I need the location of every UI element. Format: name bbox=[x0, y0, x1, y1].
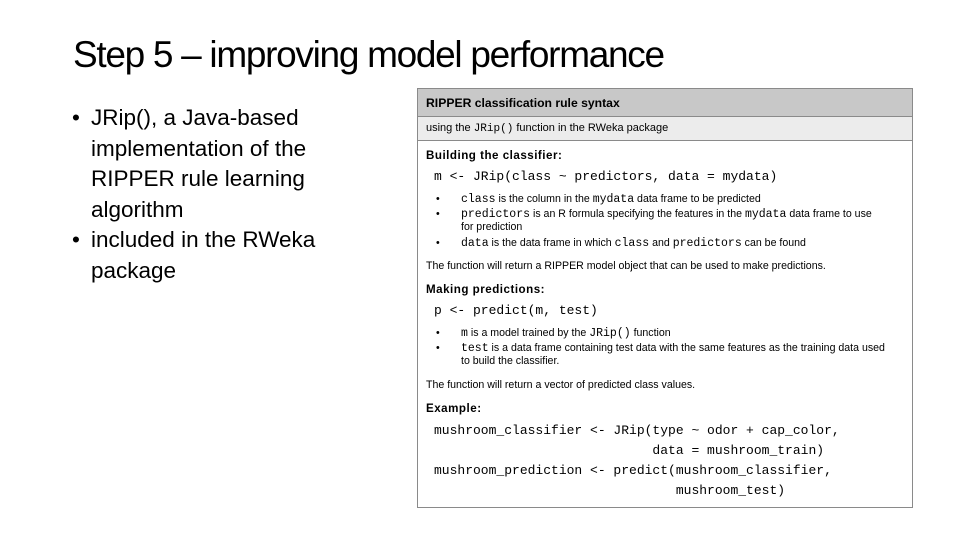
bullet-dot: • bbox=[436, 193, 440, 205]
item-code: class bbox=[614, 237, 650, 250]
code-line: mushroom_prediction <- predict(mushroom_classifier, bbox=[434, 463, 832, 478]
subheader-text: package bbox=[623, 122, 669, 134]
box-subheader bbox=[418, 117, 912, 141]
item-code: predictors bbox=[461, 208, 531, 221]
item-text: function bbox=[630, 327, 671, 339]
code-predictions: p <- predict(m, test) bbox=[434, 303, 598, 318]
predictions-note: The function will return a vector of predicted class values. bbox=[426, 379, 696, 391]
item-text: is a model trained by the bbox=[467, 327, 590, 339]
bullet-dot: • bbox=[436, 342, 440, 354]
bullet-dot: • bbox=[72, 105, 80, 130]
item-text: and bbox=[649, 237, 673, 249]
item-text: can be found bbox=[741, 237, 806, 249]
item-text: data frame to be predicted bbox=[634, 193, 761, 205]
syntax-box bbox=[417, 88, 913, 508]
bullet-dot: • bbox=[436, 208, 440, 220]
subheader-package: RWeka bbox=[587, 122, 624, 134]
item-text: is a data frame containing test data with the same features as the training data used to build the classifier. bbox=[461, 342, 885, 367]
item-code: mydata bbox=[592, 193, 635, 206]
bullet-text: JRip(), a Java-based implementation of the RIPPER rule learning algorithm bbox=[91, 105, 307, 222]
list-item bbox=[436, 193, 896, 206]
subheader-text: function in the bbox=[513, 122, 588, 134]
item-code: class bbox=[461, 193, 496, 206]
item-text: is the data frame in which bbox=[488, 237, 615, 249]
section-title-example: Example: bbox=[426, 402, 482, 415]
box-header: RIPPER classification rule syntax bbox=[418, 89, 912, 117]
bullet-text: included in the RWeka package bbox=[91, 227, 316, 283]
bullet-dot: • bbox=[436, 237, 440, 249]
subheader-code: JRip() bbox=[473, 123, 514, 135]
code-line: mushroom_test) bbox=[434, 483, 786, 498]
code-building: m <- JRip(class ~ predictors, data = mydata) bbox=[434, 169, 778, 184]
bullet-dot: • bbox=[72, 227, 80, 252]
list-item bbox=[436, 208, 896, 234]
bullet-item bbox=[72, 225, 372, 286]
list-item bbox=[436, 327, 896, 340]
item-code: predictors bbox=[672, 237, 742, 250]
bullet-dot: • bbox=[436, 327, 440, 339]
code-line: data = mushroom_train) bbox=[434, 443, 825, 458]
item-code: mydata bbox=[744, 208, 787, 221]
bullet-list bbox=[72, 103, 372, 286]
bullet-item bbox=[72, 103, 372, 225]
item-code: test bbox=[461, 342, 489, 355]
slide-title: Step 5 – improving model performance bbox=[73, 34, 664, 75]
list-item bbox=[436, 342, 896, 368]
item-text: is an R formula specifying the features in the bbox=[530, 208, 745, 220]
section-title-predictions: Making predictions: bbox=[426, 283, 546, 296]
item-code: JRip() bbox=[589, 327, 631, 340]
list-item bbox=[436, 237, 896, 250]
item-text: is the column in the bbox=[495, 193, 593, 205]
subheader-text: using the bbox=[426, 122, 474, 134]
code-line: mushroom_classifier <- JRip(type ~ odor + cap_color, bbox=[434, 423, 840, 438]
item-code: m bbox=[461, 327, 468, 340]
item-code: data bbox=[461, 237, 489, 250]
section-title-building: Building the classifier: bbox=[426, 149, 563, 162]
item-text: data frame to use for prediction bbox=[461, 208, 872, 233]
building-note: The function will return a RIPPER model object that can be used to make predictions. bbox=[426, 260, 826, 272]
